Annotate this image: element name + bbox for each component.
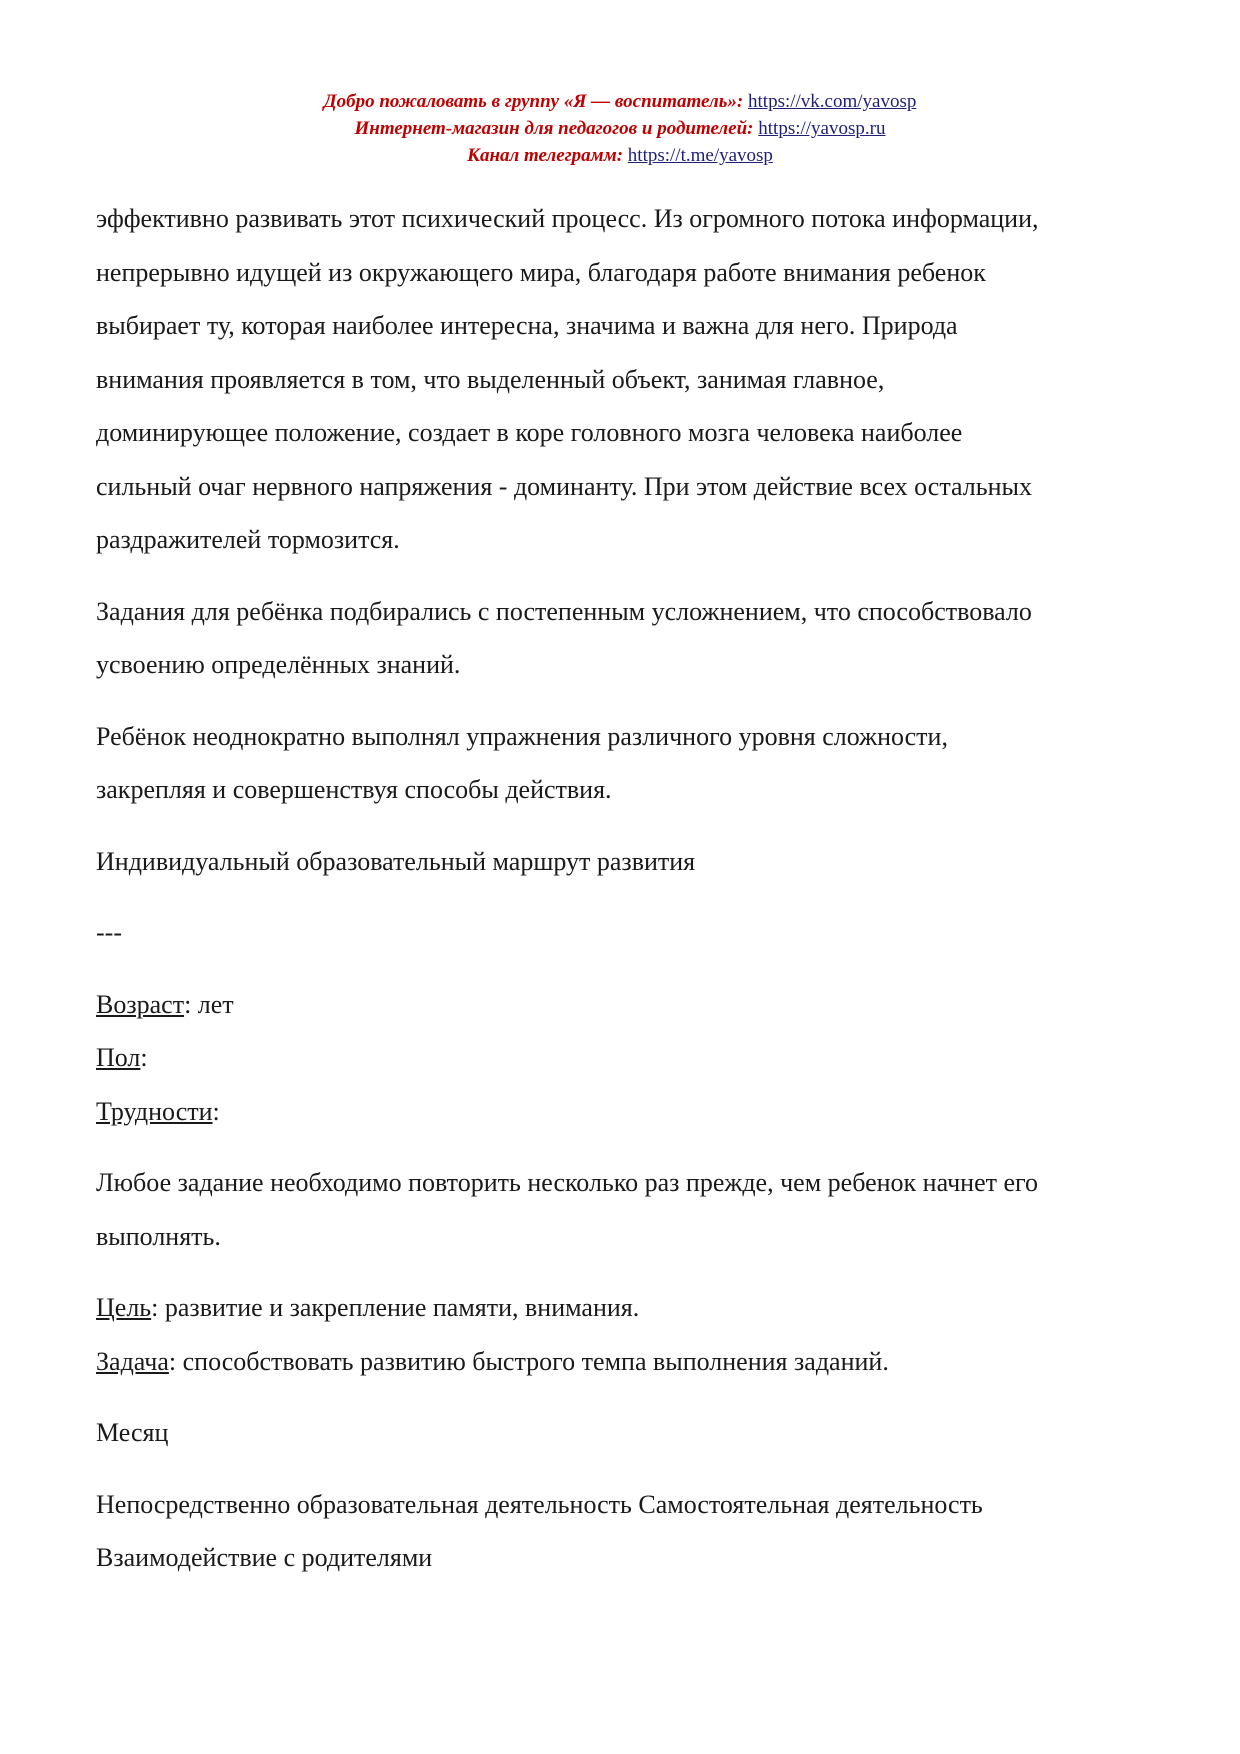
header-line-shop xyxy=(0,115,1240,142)
age-value: : лет xyxy=(184,989,234,1019)
text-line: раздражителей тормозится. xyxy=(96,525,400,554)
text-line: выполнять. xyxy=(96,1221,221,1251)
text-line: эффективно развивать этот психический процесс. Из огромного потока информации, xyxy=(96,204,1039,233)
task-row xyxy=(96,1335,1176,1389)
text-line: усвоению определённых знаний. xyxy=(96,650,461,679)
separator: --- xyxy=(96,918,122,947)
sex-value: : xyxy=(140,1043,148,1072)
page-header xyxy=(0,88,1240,169)
goal-value: : развитие и закрепление памяти, внимания. xyxy=(151,1293,640,1322)
goal-label: Цель xyxy=(96,1293,152,1322)
difficulties-value: : xyxy=(212,1096,220,1126)
header-line-vk xyxy=(0,88,1240,115)
difficulties-label: Трудности xyxy=(96,1096,213,1126)
month-heading: Месяц xyxy=(96,1418,169,1447)
task-value: : способствовать развитию быстрого темпа выполнения заданий. xyxy=(168,1346,889,1376)
text-line: Непосредственно образовательная деятельность Самостоятельная деятельность xyxy=(96,1489,983,1519)
paragraph-tasks xyxy=(96,585,1176,692)
sex-label: Пол xyxy=(96,1043,141,1072)
task-label: Задача xyxy=(96,1346,169,1376)
text-line: Взаимодействие с родителями xyxy=(96,1543,433,1572)
goal-row xyxy=(96,1281,1176,1335)
difficulties-row xyxy=(96,1085,1176,1139)
header-line-telegram xyxy=(0,142,1240,169)
shop-link[interactable]: https://yavosp.ru xyxy=(758,118,886,139)
text-line: доминирующее положение, создает в коре головного мозга человека наиболее xyxy=(96,418,963,447)
text-line: закрепляя и совершенствуя способы действия. xyxy=(96,775,612,804)
info-block xyxy=(96,978,1176,1139)
paragraph-exercises xyxy=(96,710,1176,817)
text-line: Любое задание необходимо повторить несколько раз прежде, чем ребенок начнет его xyxy=(96,1168,1039,1197)
sex-row xyxy=(96,1031,1176,1085)
header-telegram-label: Канал телеграмм: xyxy=(467,145,624,166)
vk-group-link[interactable]: https://vk.com/yavosp xyxy=(748,91,917,112)
header-shop-label: Интернет-магазин для педагогов и родителей: xyxy=(354,118,754,139)
header-vk-label: Добро пожаловать в группу «Я — воспитатель»: xyxy=(323,91,744,112)
paragraph-repeat xyxy=(96,1156,1176,1263)
route-title: Индивидуальный образовательный маршрут развития xyxy=(96,846,696,876)
text-line: Задания для ребёнка подбирались с постепенным усложнением, что способствовало xyxy=(96,596,1032,626)
activity-columns xyxy=(96,1478,1176,1585)
age-row xyxy=(96,978,1176,1032)
document-body xyxy=(96,192,1176,1585)
text-line: Ребёнок неоднократно выполнял упражнения различного уровня сложности, xyxy=(96,721,948,751)
text-line: внимания проявляется в том, что выделенный объект, занимая главное, xyxy=(96,364,885,394)
paragraph-attention xyxy=(96,192,1176,567)
telegram-link[interactable]: https://t.me/yavosp xyxy=(627,145,773,166)
age-label: Возраст xyxy=(96,989,185,1019)
text-line: непрерывно идущей из окружающего мира, благодаря работе внимания ребенок xyxy=(96,257,986,287)
text-line: сильный очаг нервного напряжения - доминанту. При этом действие всех остальных xyxy=(96,471,1032,501)
text-line: выбирает ту, которая наиболее интересна, значима и важна для него. Природа xyxy=(96,311,958,340)
goal-block xyxy=(96,1281,1176,1388)
